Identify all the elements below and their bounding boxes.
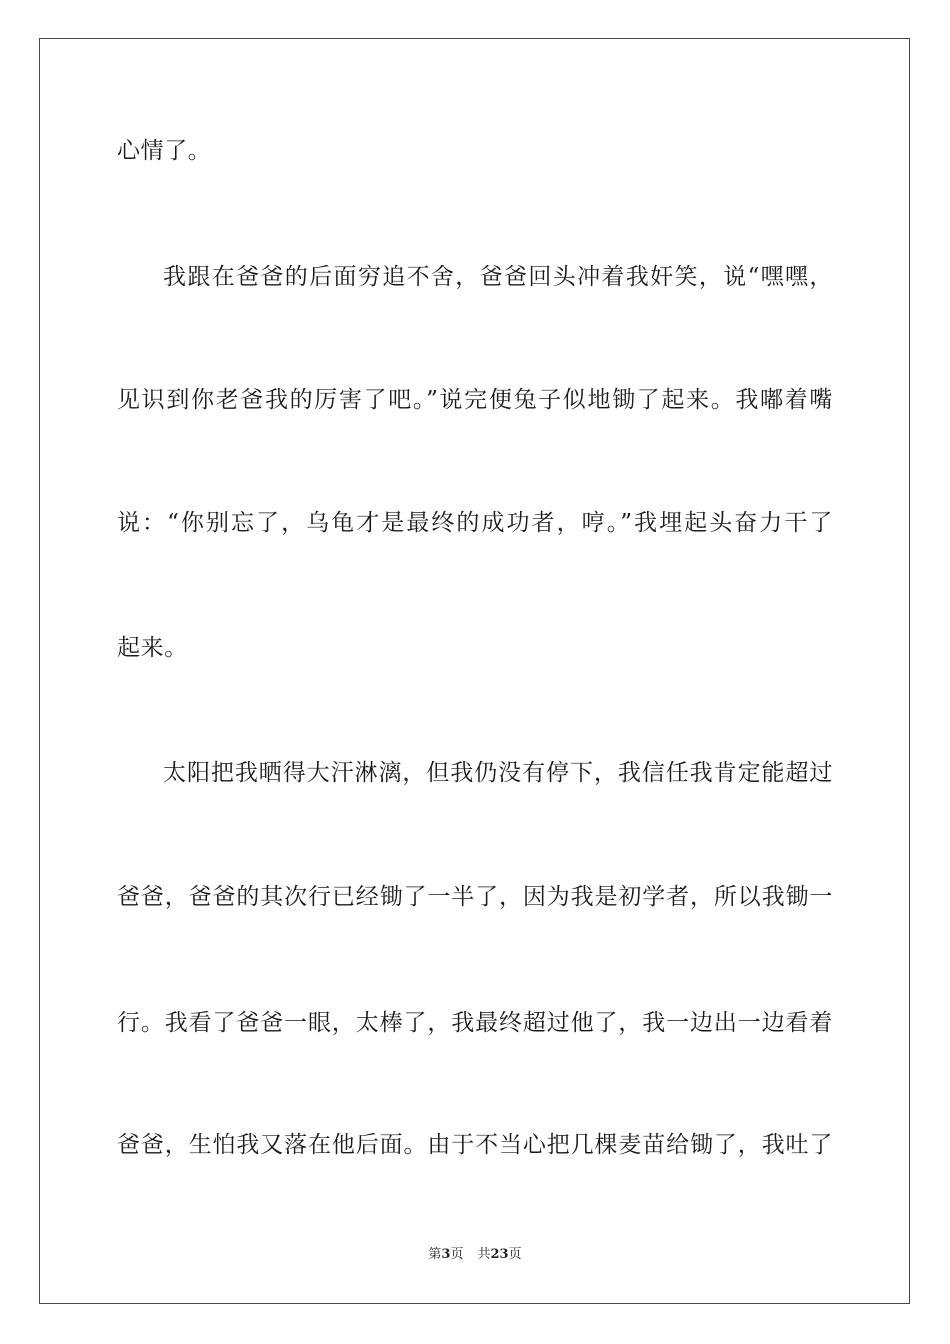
- footer-total-prefix: 共: [477, 1247, 491, 1262]
- page-number: 3: [441, 1247, 451, 1262]
- footer-total-suffix: 页: [508, 1247, 522, 1262]
- footer-prefix: 第: [428, 1247, 442, 1262]
- total-pages: 23: [490, 1247, 509, 1262]
- page-frame: [39, 38, 910, 1304]
- text-line: 见识到你老爸我的厉害了吧。”说完便兔子似地锄了起来。我嘟着嘴: [117, 387, 833, 413]
- footer-page-suffix: 页: [450, 1247, 464, 1262]
- page-footer: [0, 1246, 950, 1264]
- text-line: 爸爸，爸爸的其次行已经锄了一半了，因为我是初学者，所以我锄一: [117, 884, 833, 910]
- text-line: 我跟在爸爸的后面穷追不舍，爸爸回头冲着我奸笑，说“嘿嘿，: [163, 264, 833, 290]
- text-line: 太阳把我晒得大汗淋漓，但我仍没有停下，我信任我肯定能超过: [163, 760, 833, 786]
- text-line: 行。我看了爸爸一眼，太棒了，我最终超过他了，我一边出一边看着: [117, 1010, 833, 1036]
- text-line: 爸爸，生怕我又落在他后面。由于不当心把几棵麦苗给锄了，我吐了: [117, 1132, 833, 1158]
- text-line: 起来。: [117, 635, 188, 661]
- text-line: 说：“你别忘了，乌龟才是最终的成功者，哼。”我埋起头奋力干了: [117, 510, 833, 536]
- text-line: 心情了。: [117, 138, 212, 164]
